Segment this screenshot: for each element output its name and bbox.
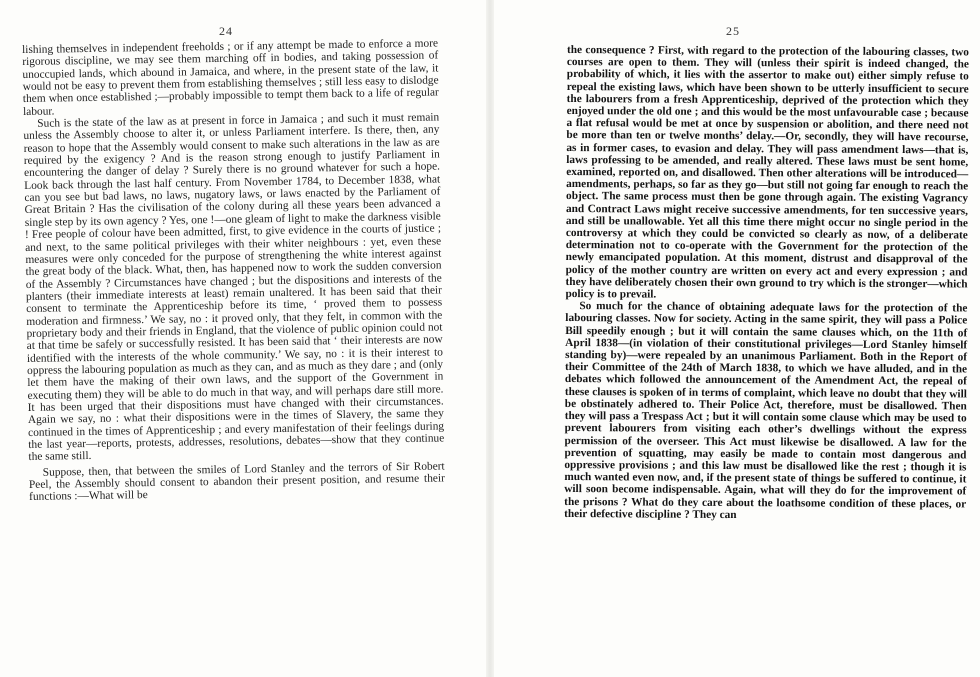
- right-page-body: [564, 44, 969, 522]
- book-gutter: [486, 0, 494, 677]
- left-page: [0, 0, 486, 677]
- page-number-right: 25: [726, 24, 740, 38]
- paragraph: Such is the state of the law as at present in force in Jamaica ; and such it must remain unless the Assembly choose to alter it, or unless Parliament interfere. Is there, then, any reason to hope that the Assembly would consent to make such alterations in the law as are required by the exigency ? And is the reason strong enough to justify Parliament in encountering the danger of delay ? Surely there is no ground whatever for such a hope. Look back through the last half century. From November 1784, to December 1838, what can you see but bad laws, no laws, nugatory laws, or laws enacted by the Parliament of Great Britain ? Has the civilisation of the colony during all these years been advanced a single step by its own agency ? Yes, one !—one gleam of light to make the darkness visible ! Free people of colour have been admitted, first, to give evidence in the courts of justice ; and next, to the same political privileges with their whiter neighbours : yet, even these measures were only conceded for the purpose of strengthening the white interest against the great body of the black. What, then, has happened now to work the sudden conversion of the Assembly ? Circumstances have changed ; but the dispositions and interests of the planters (their immediate interests at least) remain unaltered. It has been said that their consent to terminate the Apprenticeship before its time, ‘ proved them to possess moderation and firmness.’ We say, no : it proved only, that they felt, in common with the proprietary body and their friends in England, that the violence of public opinion could not at that time be safely or successfully resisted. It has been said that ‘ their interests are now identified with the interests of the whole community.’ We say, no : it is their interest to oppress the labouring population as much as they can, and as much as they dare ; and (only let them have the making of their own laws, and the support of the Government in executing them) they will be able to do much in that way, and will perhaps dare still more. It has been urged that their dispositions must have changed with their circumstances. Again we say, no : what their dispositions were in the times of Slavery, the same they continued in the times of Apprenticeship ; and every manifestation of their feelings during the last year—reports, protests, addresses, resolutions, debates—show that they continue the same still.: [23, 111, 445, 464]
- paragraph: So much for the chance of obtaining adequate laws for the protection of the labouring classes. Now for society. Acting in the same spirit, they will pass a Police Bill speedily enough ; but it will contain the same clauses which, on the 11th of April 1838—(in violation of their constitutional privileges—Lord Stanley himself standing by)—were repealed by an unanimous Parliament. Both in the Report of their Committee of the 24th of March 1838, to which we have alluded, and in the debates which followed the announcement of the Amendment Act, the repeal of these clauses is spoken of in terms of complaint, which leave no doubt that they will be obstinately adhered to. Their Police Act, therefore, must be disallowed. Then they will pass a Trespass Act ; but it will contain some clause which may be used to prevent labourers from visiting each other’s dwellings without the express permission of the overseer. This Act must likewise be disallowed. A law for the prevention of squatting, may easily be made to contain most dangerous and oppressive provisions ; and this law must be disallowed like the rest ; though it is much wanted even now, and, if the present state of things be suffered to continue, it will soon become indispensable. Again, what will they do for the improvement of the prisons ? What do they care about the loathsome condition of these places, or their defective discipline ? They can: [564, 300, 968, 521]
- left-page-body: [22, 37, 445, 503]
- page-number-left: 24: [219, 24, 233, 38]
- paragraph: Suppose, then, that between the smiles of Lord Stanley and the terrors of Sir Robert Peel, the Assembly should consent to abandon their present position, and resume their functions :—What will be: [28, 460, 445, 504]
- right-page: [494, 0, 980, 677]
- paragraph: the consequence ? First, with regard to the protection of the labouring classes, two courses are open to them. They will (unless their spirit is indeed changed, the probability of which, it lies with the assertor to make out) either simply refuse to repeal the existing laws, which have been shown to be utterly insufficient to secure the labourers from a fresh Apprenticeship, deprived of the protection which they enjoyed under the old one ; and this would be the most unfavourable case ; because a flat refusal would be met at once by suspension or abolition, and there need not be more than ten or twelve months’ delay.—Or, secondly, they will have recourse, as in former cases, to evasion and delay. They will pass amendment laws—that is, laws professing to be amended, and really altered. These laws must be sent home, examined, reported on, and disallowed. Then other alterations will be introduced—amendments, perhaps, so far as they go—but still not going far enough to reach the object. The same process must then be gone through again. The existing Vagrancy and Contract Laws might receive successive amendments, for ten successive years, and still be unallowable. Yet all this time there might occur no single period in the controversy at which they could be convicted so clearly as now, of a deliberate determination not to co-operate with the Government for the protection of the newly emancipated population. At this moment, distrust and disapproval of the policy of the mother country are written on every act and every expression ; and they have deliberately chosen their own ground to try which is the stronger—which policy is to prevail.: [565, 44, 969, 301]
- paragraph: lishing themselves in independent freeholds ; or if any attempt be made to enforce a more rigorous discipline, we may see them marching off in bodies, and taking possession of unoccupied lands, which abound in Jamaica, and where, in the present state of the law, it would not be easy to prevent them from establishing themselves ; still less easy to dislodge them when once established ;—probably impossible to tempt them back to a life of regular labour.: [22, 37, 439, 118]
